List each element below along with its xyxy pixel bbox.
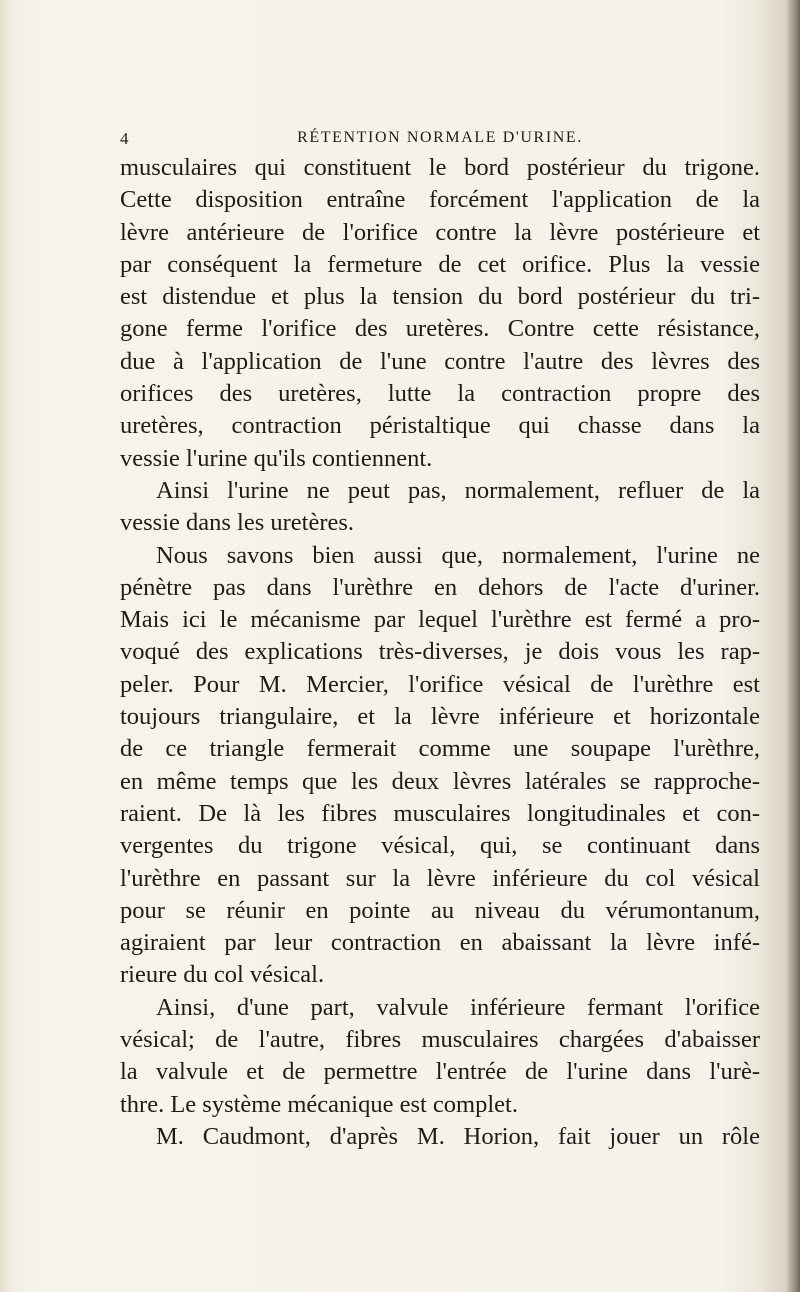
text-line: uretères, contraction péristaltique qui chasse dans la <box>120 412 760 440</box>
text-line: de ce triangle fermerait comme une soupape l'urèthre, <box>120 735 760 763</box>
text-line: vessie l'urine qu'ils contiennent. <box>120 444 433 472</box>
text-line: due à l'application de l'une contre l'autre des lèvres des <box>120 347 760 375</box>
text-line: rieure du col vésical. <box>120 961 325 989</box>
text-line: vésical; de l'autre, fibres musculaires chargées d'abaisser <box>120 1026 760 1054</box>
running-title: RÉTENTION NORMALE D'URINE. <box>297 129 583 146</box>
text-line: thre. Le système mécanique est complet. <box>120 1090 518 1118</box>
text-line: raient. De là les fibres musculaires longitudinales et con- <box>120 799 760 827</box>
text-line: orifices des uretères, lutte la contraction propre des <box>120 380 760 408</box>
page-number: 4 <box>120 129 129 148</box>
page-binding-shadow <box>786 0 800 1292</box>
text-line: lèvre antérieure de l'orifice contre la lèvre postérieure et <box>120 218 760 246</box>
text-line: pénètre pas dans l'urèthre en dehors de l'acte d'uriner. <box>120 573 760 601</box>
text-line: peler. Pour M. Mercier, l'orifice vésical de l'urèthre est <box>120 670 760 698</box>
text-line: toujours triangulaire, et la lèvre inférieure et horizontale <box>120 703 760 731</box>
text-line: Nous savons bien aussi que, normalement, l'urine ne <box>156 541 760 569</box>
text-line: est distendue et plus la tension du bord postérieur du tri- <box>120 283 760 311</box>
text-line: vergentes du trigone vésical, qui, se continuant dans <box>120 832 760 860</box>
text-line: Cette disposition entraîne forcément l'application de la <box>120 186 760 214</box>
text-line: voqué des explications très-diverses, je dois vous les rap- <box>120 638 760 666</box>
text-line: vessie dans les uretères. <box>120 509 355 537</box>
text-line: gone ferme l'orifice des uretères. Contre cette résistance, <box>120 315 760 343</box>
text-line: agiraient par leur contraction en abaissant la lèvre infé- <box>120 929 760 957</box>
text-line: pour se réunir en pointe au niveau du vérumontanum, <box>120 896 760 924</box>
text-line: en même temps que les deux lèvres latérales se rapproche- <box>120 767 760 795</box>
text-line: M. Caudmont, d'après M. Horion, fait jouer un rôle <box>156 1122 760 1150</box>
text-line: par conséquent la fermeture de cet orifice. Plus la vessie <box>120 250 760 278</box>
text-line: Ainsi l'urine ne peut pas, normalement, refluer de la <box>156 476 760 504</box>
page-header <box>120 129 760 153</box>
text-line: l'urèthre en passant sur la lèvre inférieure du col vésical <box>120 864 760 892</box>
text-line: la valvule et de permettre l'entrée de l'urine dans l'urè- <box>120 1058 760 1086</box>
text-line: musculaires qui constituent le bord postérieur du trigone. <box>120 154 760 181</box>
text-line: Ainsi, d'une part, valvule inférieure fermant l'orifice <box>156 993 760 1021</box>
page-left-edge <box>0 0 14 1292</box>
text-line: Mais ici le mécanisme par lequel l'urèthre est fermé a pro- <box>120 606 760 634</box>
body-text <box>120 152 760 1153</box>
